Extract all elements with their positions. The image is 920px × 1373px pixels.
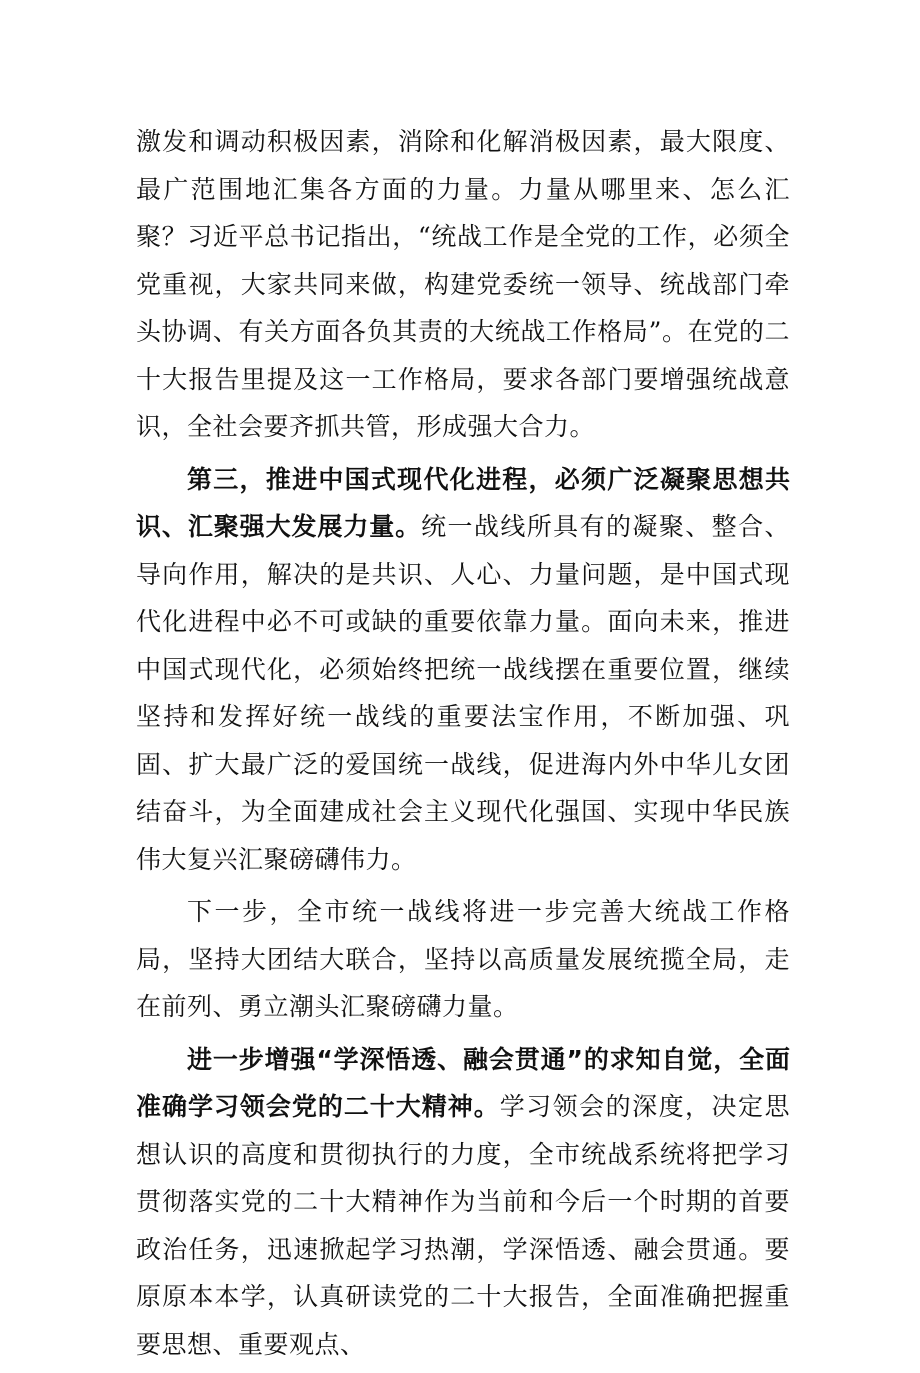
paragraph-1: [136, 118, 790, 451]
paragraph-2-text: 统一战线所具有的凝聚、整合、导向作用，解决的是共识、人心、力量问题，是中国式现代化进程中必不可或缺的重要依靠力量。面向未来，推进中国式现代化，必须始终把统一战线摆在重要位置，继续坚持和发挥好统一战线的重要法宝作用，不断加强、巩固、扩大最广泛的爱国统一战线，促进海内外中华儿女团结奋斗，为全面建成社会主义现代化强国、实现中华民族伟大复兴汇聚磅礴伟力。: [136, 512, 790, 874]
paragraph-3: [136, 888, 790, 1031]
paragraph-3-text: 下一步，全市统一战线将进一步完善大统战工作格局，坚持大团结大联合，坚持以高质量发展统揽全局，走在前列、勇立潮头汇聚磅礴力量。: [136, 897, 790, 1021]
paragraph-2: [136, 456, 790, 884]
paragraph-4-heading: 进一步增强“学深悟透、融会贯通”的求知自觉，全面准确学习领会党的二十大精神。: [136, 1044, 790, 1121]
document-body: [136, 118, 790, 1373]
paragraph-2-heading: 第三，推进中国式现代化进程，必须广泛凝聚思想共识、汇聚强大发展力量。: [136, 464, 790, 541]
paragraph-4-text: 学习领会的深度，决定思想认识的高度和贯彻执行的力度，全市统战系统将把学习贯彻落实党的二十大精神作为当前和今后一个时期的首要政治任务，迅速掀起学习热潮，学深悟透、融会贯通。要原原本本学，认真研读党的二十大报告，全面准确把握重要思想、重要观点、: [136, 1092, 790, 1359]
paragraph-1-text: 激发和调动积极因素，消除和化解消极因素，最大限度、最广范围地汇集各方面的力量。力量从哪里来、怎么汇聚？习近平总书记指出，“统战工作是全党的工作，必须全党重视，大家共同来做，构建党委统一领导、统战部门牵头协调、有关方面各负其责的大统战工作格局”。在党的二十大报告里提及这一工作格局，要求各部门要增强统战意识，全社会要齐抓共管，形成强大合力。: [136, 127, 790, 441]
paragraph-4: [136, 1036, 790, 1369]
